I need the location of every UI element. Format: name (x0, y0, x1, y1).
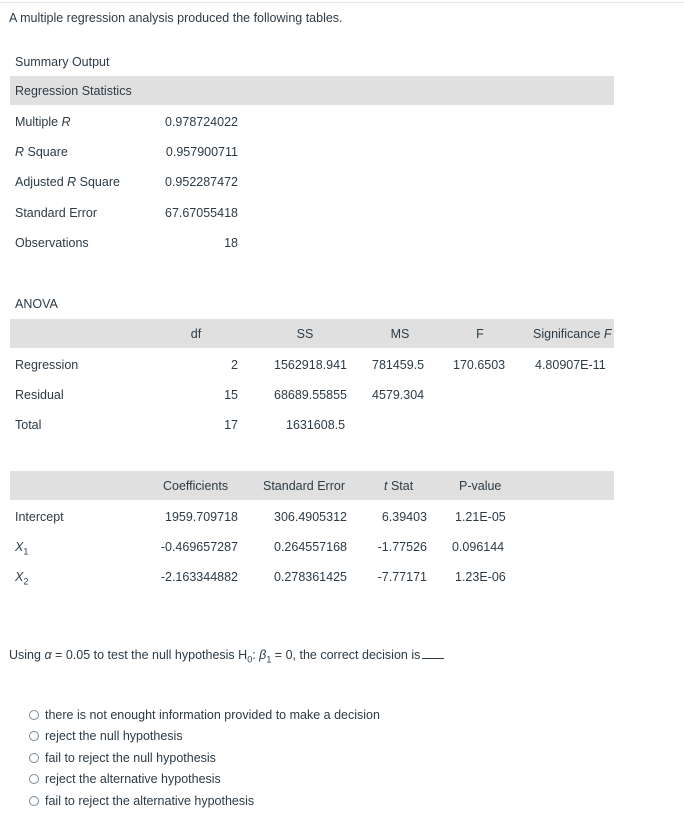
anova-regression-ss: 1562918.941 (274, 358, 347, 372)
coef-intercept-p-value: 1.21E-05 (455, 510, 506, 524)
anova-residual-ms: 4579.304 (372, 388, 425, 402)
stat-value-standard-error: 67.67055418 (165, 206, 238, 220)
intro-text: A multiple regression analysis produced the following tables. (9, 11, 343, 25)
option-label: fail to reject the alternative hypothesis (45, 794, 255, 808)
option-fail-to-reject-alternative[interactable] (29, 792, 254, 810)
anova-total-df: 17 (224, 418, 238, 432)
anova-header-ss: SS (296, 327, 314, 341)
anova-total-ss: 1631608.5 (286, 418, 346, 432)
summary-title: Summary Output (15, 55, 110, 69)
question-text: Using α = 0.05 to test the null hypothesis $H_0$: $\beta_1 = 0$, the correct decision is (9, 647, 444, 668)
anova-regression-f: 170.6503 (453, 358, 506, 372)
anova-residual-ss: 68689.55855 (274, 388, 347, 402)
anova-regression-ms: 781459.5 (372, 358, 425, 372)
anova-header-df: df (190, 327, 202, 341)
anova-header-f: F (476, 327, 484, 341)
coef-x1-standard-error: 0.264557168 (274, 540, 347, 554)
coef-x1-coefficient: -0.469657287 (160, 540, 238, 554)
anova-regression-df: 2 (231, 358, 238, 372)
coef-x1-p-value: 0.096144 (452, 540, 505, 554)
radio-button[interactable] (29, 731, 39, 741)
radio-button[interactable] (29, 710, 39, 720)
coef-x2-t-stat: -7.77171 (377, 570, 427, 584)
anova-regression-significance: 4.80907E-11 (535, 358, 606, 372)
stat-value-multiple-r: 0.978724022 (165, 115, 238, 129)
coef-x1-t-stat: -1.77526 (377, 540, 427, 554)
anova-header-ms: MS (390, 327, 410, 341)
anova-row-label-residual: Residual (15, 388, 64, 402)
anova-residual-df: 15 (224, 388, 238, 402)
anova-title: ANOVA (15, 297, 58, 311)
answer-blank (422, 648, 444, 659)
option-reject-null[interactable] (29, 727, 183, 745)
coef-intercept-standard-error: 306.4905312 (274, 510, 347, 524)
option-fail-to-reject-null[interactable] (29, 749, 216, 767)
stat-label-adjusted-r-square: Adjusted R Square (15, 175, 120, 189)
coef-x2-p-value: 1.23E-06 (455, 570, 506, 584)
stat-value-r-square: 0.957900711 (165, 145, 238, 159)
stat-label-observations: Observations (15, 236, 89, 250)
stat-value-observations: 18 (224, 236, 238, 250)
stat-value-adjusted-r-square: 0.952287472 (165, 175, 238, 189)
option-label: reject the alternative hypothesis (45, 772, 221, 786)
coef-header-t-stat: t Stat (384, 479, 414, 493)
radio-button[interactable] (29, 796, 39, 806)
coef-row-label-intercept: Intercept (15, 510, 64, 524)
coef-header-coefficients: Coefficients (163, 479, 229, 493)
coef-intercept-t-stat: 6.39403 (381, 510, 427, 524)
regression-statistics-header: Regression Statistics (15, 84, 132, 98)
top-divider (0, 2, 684, 3)
coef-intercept-coefficient: 1959.709718 (165, 510, 238, 524)
coef-row-label-x2: $X_2$ (15, 570, 29, 587)
option-reject-alternative[interactable] (29, 770, 221, 788)
anova-row-label-regression: Regression (15, 358, 79, 372)
coef-x2-coefficient: -2.163344882 (160, 570, 238, 584)
option-label: reject the null hypothesis (45, 729, 183, 743)
option-not-enough-information[interactable] (29, 706, 380, 724)
anova-row-label-total: Total (15, 418, 42, 432)
radio-button[interactable] (29, 774, 39, 784)
coef-header-p-value: P-value (459, 479, 502, 493)
option-label: there is not enought information provided to make a decision (45, 708, 380, 722)
coef-row-label-x1: $X_1$ (15, 540, 29, 557)
stat-label-r-square: R Square (15, 145, 68, 159)
option-label: fail to reject the null hypothesis (45, 751, 216, 765)
anova-header-significance-f: Significance F (533, 327, 612, 341)
coef-header-standard-error: Standard Error (263, 479, 345, 493)
stat-label-standard-error: Standard Error (15, 206, 97, 220)
stat-label-multiple-r: Multiple R (15, 115, 71, 129)
radio-button[interactable] (29, 753, 39, 763)
coef-x2-standard-error: 0.278361425 (274, 570, 347, 584)
